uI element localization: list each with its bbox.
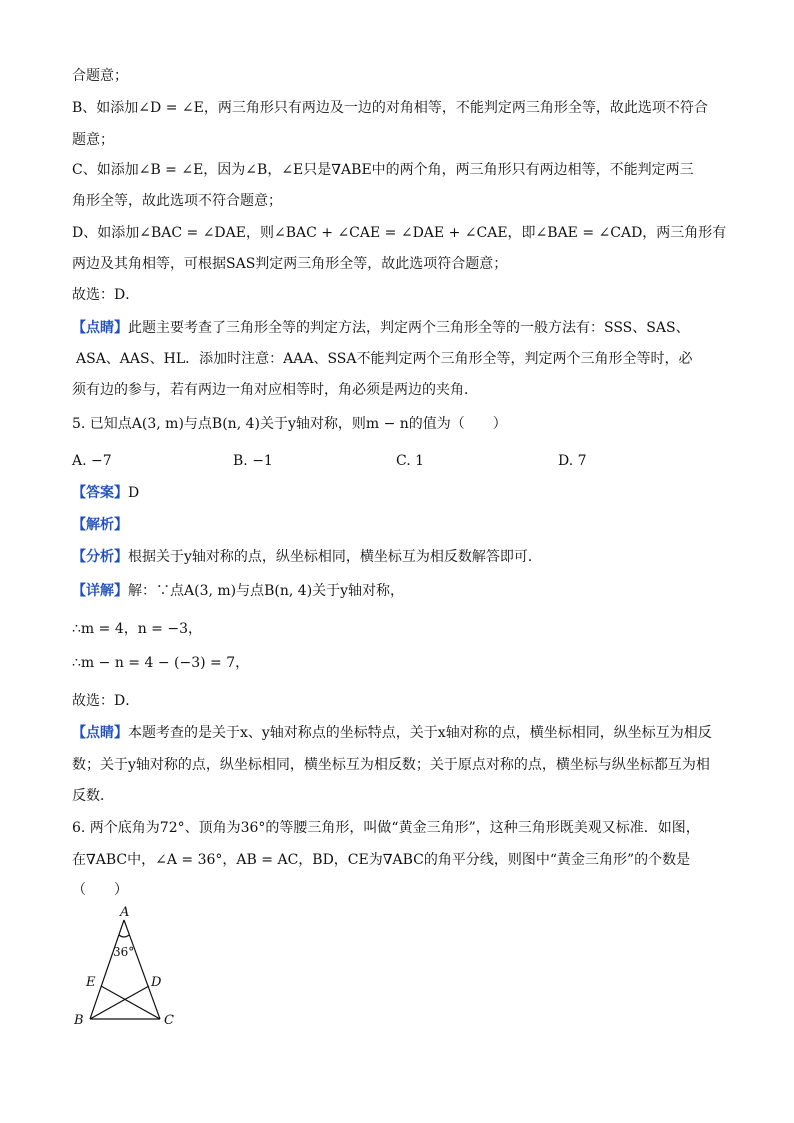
text-line: 角形全等，故此选项不符合题意； — [72, 193, 282, 209]
text-line: 两边及其角相等，可根据SAS判定两三角形全等，故此选项符合题意； — [72, 256, 508, 272]
remark-tag: 【点睛】 — [72, 320, 128, 336]
remark-line — [72, 318, 690, 338]
angle-arc — [119, 935, 129, 937]
option-a: A. −7 — [72, 453, 112, 469]
text-line: 故选：D． — [72, 693, 140, 709]
question-5: 5. 已知点A(3, m)与点B(n, 4)关于y轴对称，则m − n的值为（ ） — [72, 416, 507, 432]
analysis-summary-line — [72, 547, 542, 567]
vertex-label-a: A — [120, 905, 130, 920]
text-line: D、如添加∠BAC = ∠DAE，则∠BAC + ∠CAE = ∠DAE + ∠CAE，即∠BAE = ∠CAD，两三角形有 — [72, 225, 727, 241]
text-line: 题意； — [72, 132, 114, 148]
point-label-d: D — [151, 975, 162, 990]
remark-line — [72, 723, 712, 743]
summary-tag: 【分析】 — [72, 549, 128, 565]
text-line: ASA、AAS、HL．添加时注意：AAA、SSA不能判定两个三角形全等，判定两个三角形全等时，必 — [76, 351, 693, 367]
remark-text: 本题考查的是关于x、y轴对称点的坐标特点，关于x轴对称的点，横坐标相同，纵坐标互为相反 — [128, 725, 712, 741]
math-line: ∴m − n = 4 − (−3) = 7， — [72, 655, 250, 671]
answer-line — [72, 483, 139, 503]
answer-tag: 【答案】 — [72, 485, 128, 501]
golden-triangle-figure — [60, 900, 200, 1030]
text-line: B、如添加∠D = ∠E，两三角形只有两边及一边的对角相等，不能判定两三角形全等，故此选项不符合 — [72, 100, 708, 116]
analysis-tag: 【解析】 — [72, 517, 128, 533]
point-label-e: E — [86, 975, 96, 990]
option-c: C. 1 — [396, 453, 425, 469]
text-line: 故选：D． — [72, 287, 140, 303]
detail-line — [72, 581, 404, 601]
summary-text: 根据关于y轴对称的点，纵坐标相同，横坐标互为相反数解答即可． — [128, 549, 542, 565]
question-6: 6. 两个底角为72°、顶角为36°的等腰三角形，叫做“黄金三角形”，这种三角形既美观又标准．如图， — [72, 820, 700, 836]
detail-tag: 【详解】 — [72, 583, 128, 599]
bisector-ce — [101, 986, 160, 1019]
remark-text: 此题主要考查了三角形全等的判定方法，判定两个三角形全等的一般方法有：SSS、SAS、 — [128, 320, 690, 336]
angle-label: 36° — [113, 945, 135, 959]
text-line: 反数． — [72, 788, 114, 804]
bisector-bd — [90, 986, 149, 1019]
option-d: D. 7 — [558, 453, 587, 469]
detail-text: 解：∵点A(3, m)与点B(n, 4)关于y轴对称， — [128, 583, 405, 599]
side-ab — [90, 920, 124, 1019]
text-line: 须有边的参与，若有两边一角对应相等时，角必须是两边的夹角． — [72, 382, 478, 398]
remark-tag: 【点睛】 — [72, 725, 128, 741]
option-b: B. −1 — [233, 453, 273, 469]
text-line: C、如添加∠B = ∠E，因为∠B，∠E只是∇ABE中的两个角，两三角形只有两边相等，不能判定两三 — [72, 162, 694, 178]
answer-value: D — [128, 485, 140, 501]
analysis-line — [72, 515, 128, 535]
text-line: （ ） — [72, 882, 128, 898]
text-line: 数；关于y轴对称的点，纵坐标相同，横坐标互为相反数；关于原点对称的点，横坐标与纵坐标都互为相 — [72, 757, 710, 773]
side-ac — [124, 920, 160, 1019]
vertex-label-b: B — [74, 1013, 84, 1028]
vertex-label-c: C — [164, 1013, 174, 1028]
text-line: 合题意； — [72, 68, 128, 84]
text-line: 在∇ABC中，∠A = 36°，AB = AC，BD，CE为∇ABC的角平分线，则图中“黄金三角形”的个数是 — [72, 852, 691, 868]
math-line: ∴m = 4，n = −3， — [72, 621, 203, 637]
